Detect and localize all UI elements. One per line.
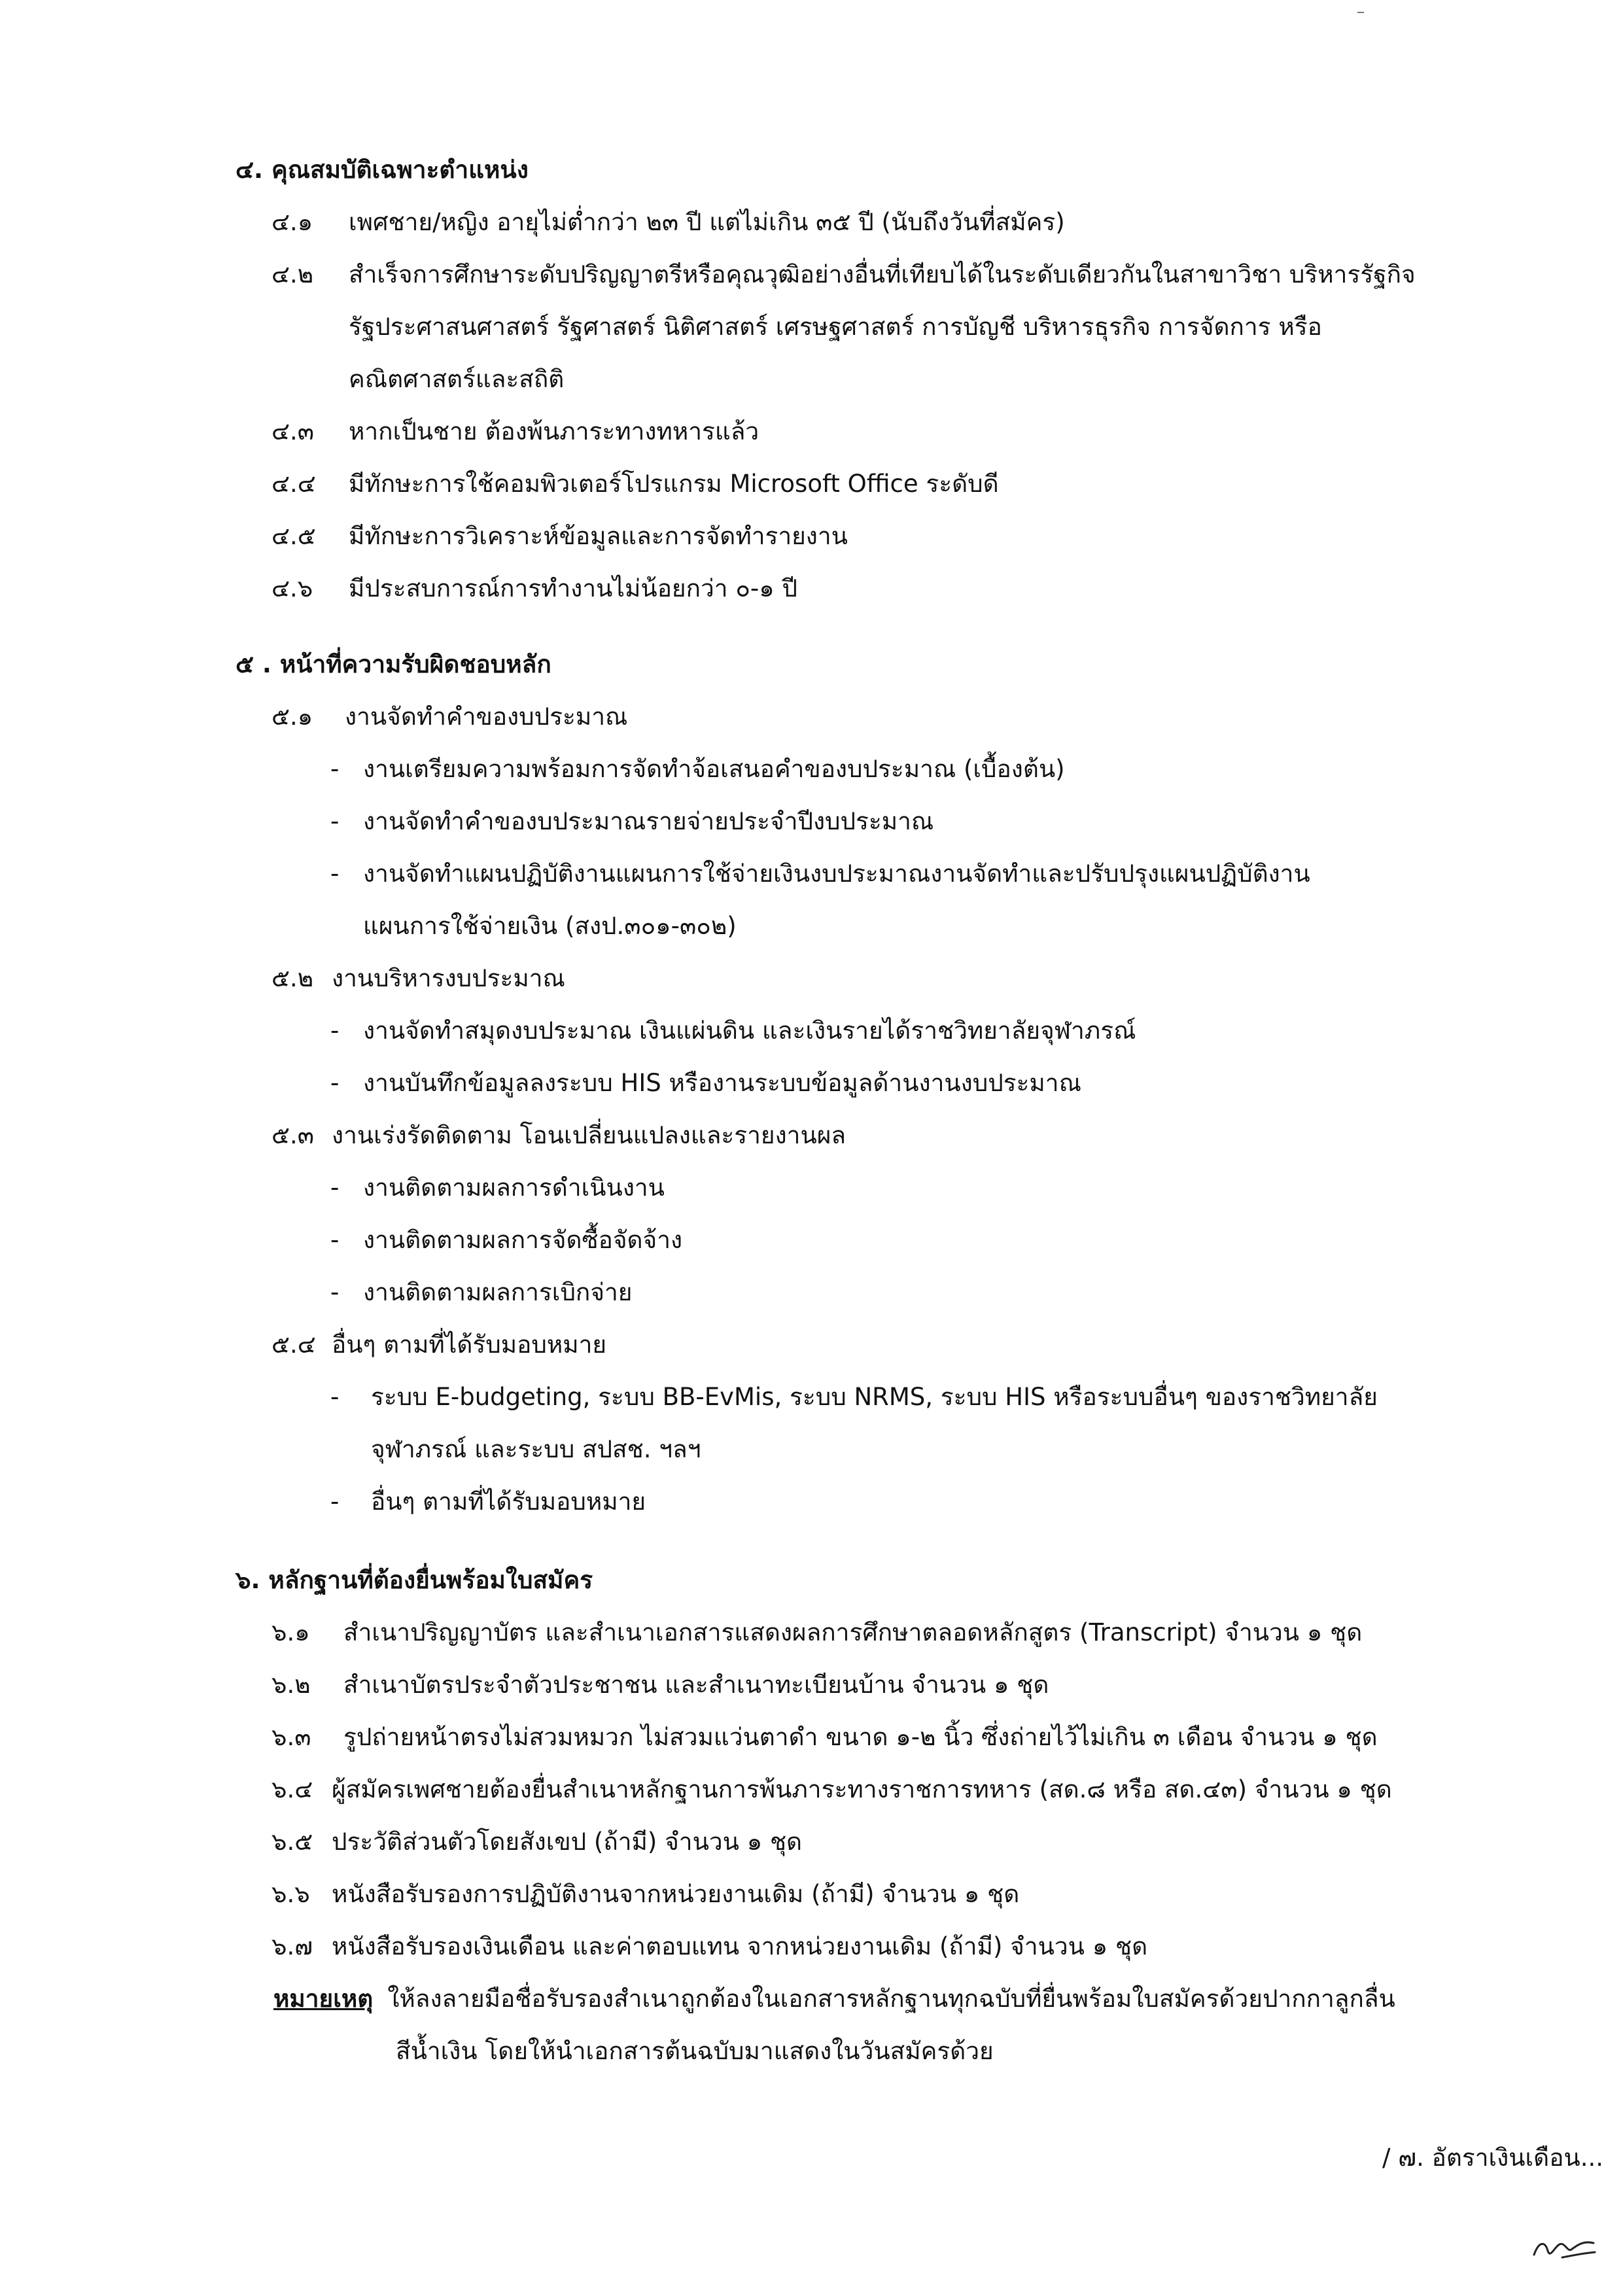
scan-mark — [1357, 12, 1364, 13]
item-number: ๖.๔ — [271, 1775, 313, 1803]
list-item — [271, 1931, 1147, 1962]
item-number: ๖.๕ — [271, 1828, 313, 1856]
item-number: ๖.๖ — [271, 1880, 310, 1908]
item-number: ๔.๑ — [271, 208, 313, 236]
bullet-item — [330, 1068, 1081, 1099]
item-text: สำเนาบัตรประจำตัวประชาชน และสำเนาทะเบียนบ้าน จำนวน ๑ ชุด — [343, 1671, 1049, 1699]
item-number: ๔.๖ — [271, 574, 313, 602]
dash-icon: - — [330, 1017, 340, 1045]
bullet-continuation: จุฬาภรณ์ และระบบ สปสช. ฯลฯ — [371, 1435, 701, 1463]
item-text: งานบริหารงบประมาณ — [332, 964, 565, 992]
section-6-heading: ๖. หลักฐานที่ต้องยื่นพร้อมใบสมัคร — [236, 1566, 593, 1594]
item-number: ๖.๒ — [271, 1671, 311, 1699]
list-item — [271, 416, 759, 447]
dash-icon: - — [330, 755, 340, 783]
subsection-5-3 — [271, 1120, 846, 1151]
item-number: ๔.๒ — [271, 260, 314, 288]
item-text: สำเนาปริญญาบัตร และสำเนาเอกสารแสดงผลการศึกษาตลอดหลักสูตร (Transcript) จำนวน ๑ ชุด — [343, 1618, 1363, 1646]
list-item — [271, 259, 1416, 290]
bullet-item — [330, 858, 1310, 890]
item-text: เพศชาย/หญิง อายุไม่ต่ำกว่า ๒๓ ปี แต่ไม่เกิน ๓๕ ปี (นับถึงวันที่สมัคร) — [349, 208, 1065, 236]
bullet-item — [330, 806, 934, 837]
bullet-text: งานจัดทำสมุดงบประมาณ เงินแผ่นดิน และเงินรายได้ราชวิทยาลัยจุฬาภรณ์ — [363, 1017, 1136, 1045]
bullet-text: งานติดตามผลการดำเนินงาน — [363, 1174, 665, 1202]
bullet-item — [330, 1486, 646, 1518]
list-item — [271, 1879, 1019, 1910]
dash-icon: - — [330, 1383, 340, 1411]
item-text: รูปถ่ายหน้าตรงไม่สวมหมวก ไม่สวมแว่นตาดำ ขนาด ๑-๒ นิ้ว ซึ่งถ่ายไว้ไม่เกิน ๓ เดือน จำนวน ๑ ชุด — [343, 1723, 1378, 1751]
list-item — [271, 1774, 1392, 1805]
dash-icon: - — [330, 1069, 340, 1097]
item-text: หนังสือรับรองเงินเดือน และค่าตอบแทน จากหน่วยงานเดิม (ถ้ามี) จำนวน ๑ ชุด — [332, 1932, 1148, 1960]
bullet-text: อื่นๆ ตามที่ได้รับมอบหมาย — [371, 1487, 646, 1516]
dash-icon: - — [330, 1278, 340, 1306]
continuation-footer: / ๗. อัตราเงินเดือน... — [1382, 2144, 1603, 2172]
item-number: ๔.๓ — [271, 417, 315, 445]
bullet-text: งานติดตามผลการเบิกจ่าย — [363, 1278, 633, 1306]
item-text: อื่นๆ ตามที่ได้รับมอบหมาย — [332, 1331, 607, 1359]
list-item — [271, 1826, 802, 1858]
list-item — [271, 468, 999, 500]
item-number: ๕.๔ — [271, 1331, 316, 1359]
item-number: ๔.๕ — [271, 522, 316, 550]
bullet-continuation: แผนการใช้จ่ายเงิน (สงป.๓๐๑-๓๐๒) — [363, 912, 737, 940]
bullet-text: ระบบ E-budgeting, ระบบ BB-EvMis, ระบบ NRMS, ระบบ HIS หรือระบบอื่นๆ ของราชวิทยาลัย — [371, 1383, 1378, 1411]
bullet-text: งานติดตามผลการจัดซื้อจัดจ้าง — [363, 1226, 683, 1254]
item-text: ประวัติส่วนตัวโดยสังเขป (ถ้ามี) จำนวน ๑ ชุด — [332, 1828, 803, 1856]
list-item — [271, 521, 848, 552]
bullet-item — [330, 1172, 665, 1204]
item-number: ๔.๔ — [271, 470, 316, 498]
item-text: มีประสบการณ์การทำงานไม่น้อยกว่า ๐-๑ ปี — [349, 574, 797, 602]
note-label: หมายเหตุ — [273, 1985, 374, 2013]
item-continuation: รัฐประศาสนศาสตร์ รัฐศาสตร์ นิติศาสตร์ เศรษฐศาสตร์ การบัญชี บริหารธุรกิจ การจัดการ หรือ — [349, 313, 1322, 341]
section-5-heading: ๕ . หน้าที่ความรับผิดชอบหลัก — [236, 650, 551, 678]
item-text: มีทักษะการใช้คอมพิวเตอร์โปรแกรม Microsoft Office ระดับดี — [349, 470, 999, 498]
item-text: หนังสือรับรองการปฏิบัติงานจากหน่วยงานเดิม (ถ้ามี) จำนวน ๑ ชุด — [332, 1880, 1020, 1908]
dash-icon: - — [330, 860, 340, 888]
list-item — [271, 1722, 1378, 1753]
bullet-item — [330, 1277, 632, 1308]
item-text: สำเร็จการศึกษาระดับปริญญาตรีหรือคุณวุฒิอย่างอื่นที่เทียบได้ในระดับเดียวกันในสาขาวิชา บริหารรัฐกิจ — [349, 260, 1416, 288]
subsection-5-2 — [271, 963, 565, 994]
section-4-heading: ๔. คุณสมบัติเฉพาะตำแหน่ง — [236, 156, 529, 184]
item-number: ๖.๑ — [271, 1618, 310, 1646]
dash-icon: - — [330, 807, 340, 835]
bullet-item — [330, 1382, 1378, 1413]
item-continuation: คณิตศาสตร์และสถิติ — [349, 365, 565, 393]
dash-icon: - — [330, 1226, 340, 1254]
item-number: ๕.๒ — [271, 964, 314, 992]
note-text: ให้ลงลายมือชื่อรับรองสำเนาถูกต้องในเอกสารหลักฐานทุกฉบับที่ยื่นพร้อมใบสมัครด้วยปากกาลูกลื่น — [387, 1985, 1395, 2013]
initials-signature — [1531, 2227, 1603, 2267]
item-number: ๕.๓ — [271, 1121, 315, 1149]
bullet-text: งานเตรียมความพร้อมการจัดทำจ้อเสนอคำของบประมาณ (เบื้องต้น) — [363, 755, 1065, 783]
item-text: งานเร่งรัดติดตาม โอนเปลี่ยนแปลงและรายงานผล — [332, 1121, 846, 1149]
item-number: ๕.๑ — [271, 703, 313, 731]
list-item — [271, 1617, 1362, 1648]
list-item — [271, 207, 1065, 238]
bullet-item — [330, 754, 1065, 785]
note-continuation: สีน้ำเงิน โดยให้นำเอกสารต้นฉบับมาแสดงในวันสมัครด้วย — [396, 2037, 994, 2065]
item-text: หากเป็นชาย ต้องพ้นภาระทางทหารแล้ว — [349, 417, 759, 445]
bullet-text: งานบันทึกข้อมูลลงระบบ HIS หรืองานระบบข้อมูลด้านงานงบประมาณ — [363, 1069, 1081, 1097]
item-number: ๖.๗ — [271, 1932, 313, 1960]
bullet-item — [330, 1015, 1136, 1047]
subsection-5-4 — [271, 1329, 606, 1361]
bullet-item — [330, 1225, 682, 1256]
item-text: ผู้สมัครเพศชายต้องยื่นสำเนาหลักฐานการพ้นภาระทางราชการทหาร (สด.๘ หรือ สด.๔๓) จำนวน ๑ ชุด — [332, 1775, 1392, 1803]
item-text: มีทักษะการวิเคราะห์ข้อมูลและการจัดทำรายงาน — [349, 522, 848, 550]
item-text: งานจัดทำคำของบประมาณ — [345, 703, 628, 731]
dash-icon: - — [330, 1174, 340, 1202]
list-item — [271, 573, 797, 604]
dash-icon: - — [330, 1487, 340, 1516]
item-number: ๖.๓ — [271, 1723, 311, 1751]
bullet-text: งานจัดทำแผนปฏิบัติงานแผนการใช้จ่ายเงินงบประมาณงานจัดทำและปรับปรุงแผนปฏิบัติงาน — [363, 860, 1310, 888]
note — [273, 1983, 1395, 2015]
list-item — [271, 1669, 1049, 1701]
subsection-5-1 — [271, 701, 627, 733]
bullet-text: งานจัดทำคำของบประมาณรายจ่ายประจำปีงบประมาณ — [363, 807, 934, 835]
